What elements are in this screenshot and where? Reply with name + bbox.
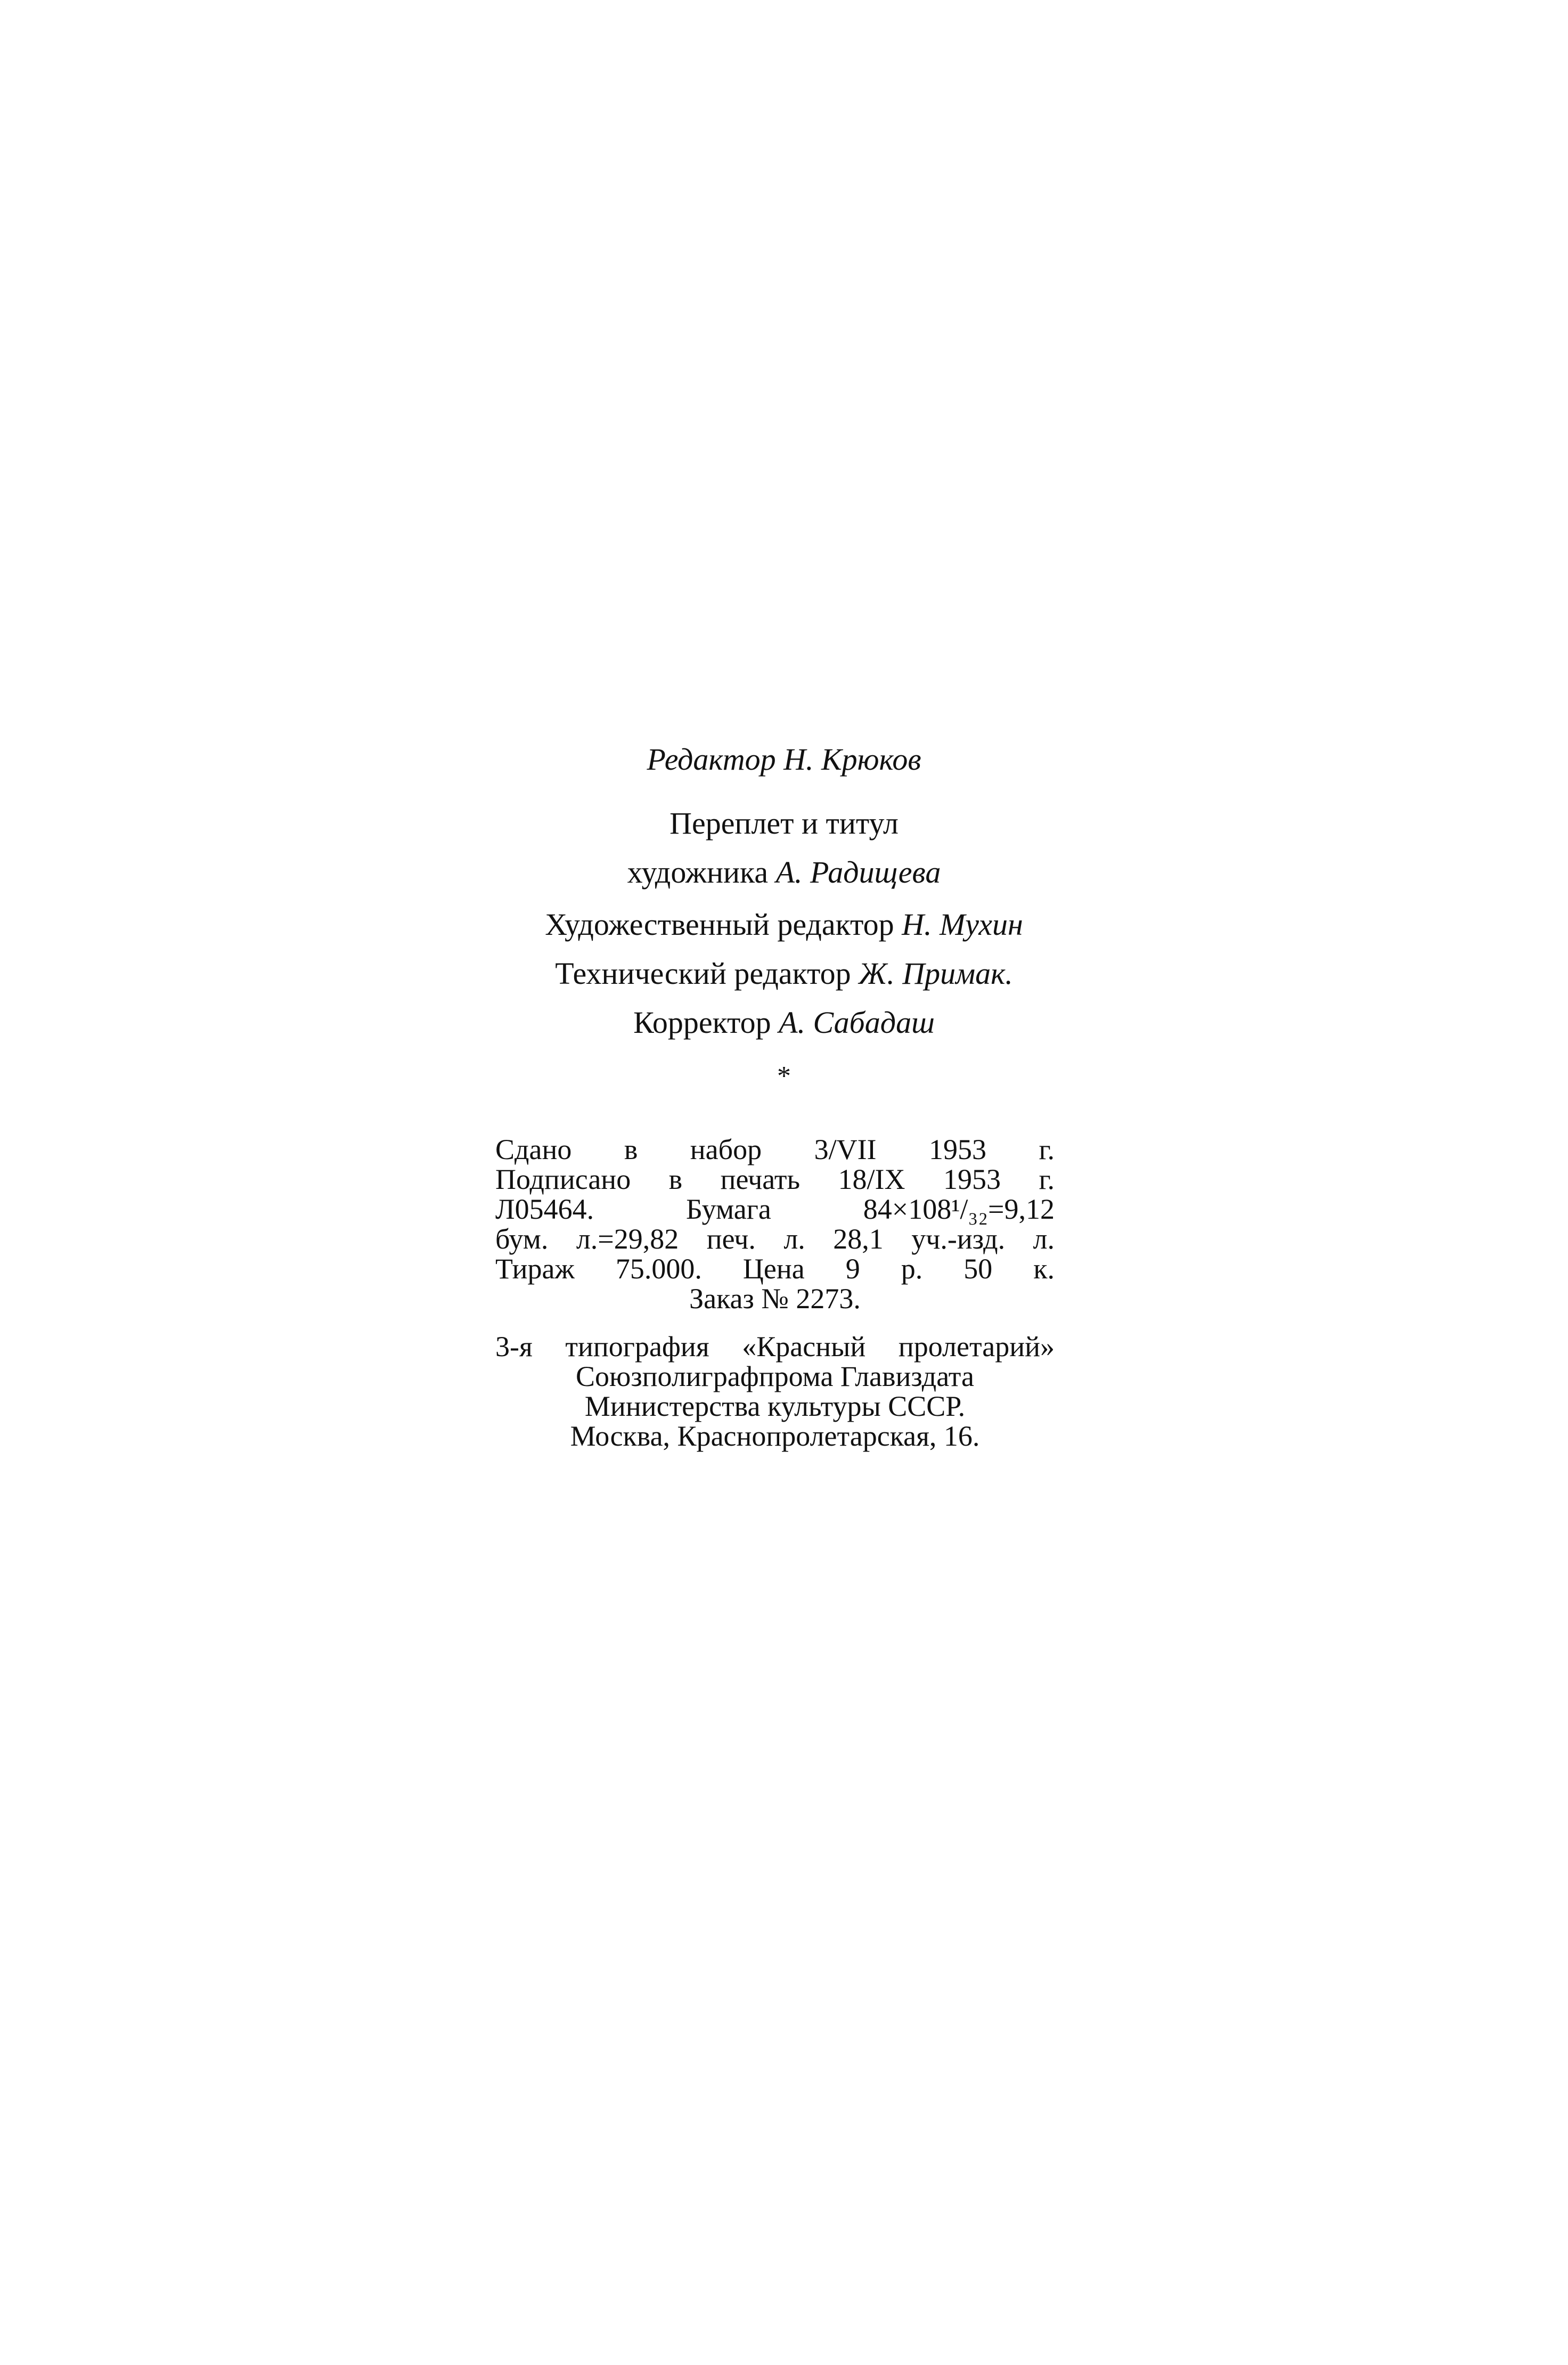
printer-name: 3-я типография «Красный пролетарий» <box>495 1331 1055 1363</box>
tech-editor-role: Технический редактор <box>555 956 859 991</box>
printer-ministry: Министерства культуры СССР. <box>584 1390 966 1422</box>
imprint-signed-date: Подписано в печать 18/IX 1953 г. <box>495 1163 1055 1195</box>
art-editor-role: Художественный редактор <box>545 907 902 942</box>
separator-asterisk: * <box>777 1061 791 1091</box>
art-editor-name: Н. Мухин <box>902 907 1023 942</box>
imprint-print-run-price: Тираж 75.000. Цена 9 р. 50 к. <box>495 1253 1055 1285</box>
proofreader-role: Корректор <box>633 1005 779 1040</box>
imprint-paper-format: Л05464. Бумага 84×108¹/₃₂=9,12 <box>495 1193 1055 1225</box>
printer-address: Москва, Краснопролетарская, 16. <box>570 1420 980 1452</box>
printer-trust: Союзполиграфпрома Главиздата <box>575 1360 975 1392</box>
imprint-order-number: Заказ № 2273. <box>689 1283 861 1315</box>
proofreader-name: А. Сабадаш <box>779 1005 935 1040</box>
tech-editor-credit <box>0 949 1568 998</box>
art-editor-credit <box>0 900 1568 949</box>
binding-credit-line1: Переплет и титул <box>669 806 899 841</box>
tech-editor-name: Ж. Примак. <box>859 956 1013 991</box>
print-imprint <box>495 1135 1055 1314</box>
printer-info <box>495 1332 1055 1451</box>
binding-credit-role: художника <box>627 855 776 890</box>
editorial-credits <box>0 735 1568 1095</box>
binding-credit-line2 <box>0 848 1568 897</box>
editor-credit-text: Редактор Н. Крюков <box>647 742 921 777</box>
imprint-typeset-date: Сдано в набор 3/VII 1953 г. <box>495 1133 1055 1165</box>
binding-credit-name: А. Радищева <box>775 855 941 890</box>
proofreader-credit <box>0 998 1568 1047</box>
editor-credit <box>0 735 1568 784</box>
imprint-sheets: бум. л.=29,82 печ. л. 28,1 уч.-изд. л. <box>495 1223 1055 1255</box>
